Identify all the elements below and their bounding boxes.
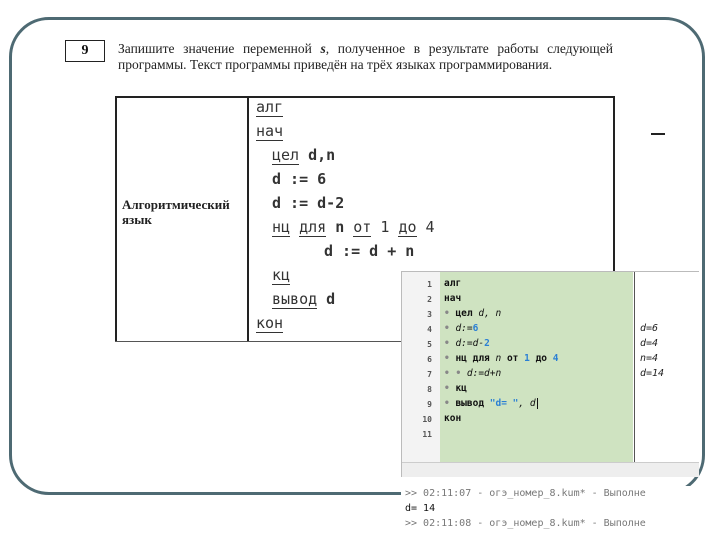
task-statement: [118, 41, 613, 73]
trace-value: d=14: [640, 368, 665, 379]
line-number: 6: [427, 355, 432, 364]
console-log-line: >> 02:11:07 - огэ_номер_8.kum* - Выполне: [405, 488, 646, 499]
console-log-line: >> 02:11:08 - огэ_номер_8.kum* - Выполне: [405, 518, 646, 529]
console-output-line: d= 14: [405, 503, 436, 514]
algo-line-1: алг: [256, 98, 284, 116]
code-line-6: • нц для n от 1 до 4: [444, 353, 559, 364]
line-number: 8: [427, 385, 432, 394]
code-line-4: • d:=6: [444, 323, 479, 334]
ide-screenshot: [401, 271, 699, 477]
algo-line-5: d := d-2: [272, 194, 345, 212]
trace-value: n=4: [640, 353, 659, 364]
code-line-9: • вывод "d= ", d: [444, 398, 536, 409]
line-number: 7: [427, 370, 432, 379]
algo-line-6: нц для n от 1 до 4: [272, 218, 435, 236]
table-left-border: [115, 98, 117, 341]
algo-line-8: кц: [272, 266, 291, 284]
dash-mark: [651, 133, 665, 135]
table-divider: [247, 98, 249, 341]
task-number: 9: [65, 40, 105, 62]
code-line-10: кон: [444, 413, 462, 424]
line-number: 9: [427, 400, 432, 409]
algo-line-7: d := d + n: [324, 242, 415, 260]
output-console: [401, 486, 701, 540]
panel-splitter[interactable]: [402, 462, 699, 477]
line-number: 5: [427, 340, 432, 349]
language-label: Алгоритмический язык: [122, 197, 230, 227]
line-number: 3: [427, 310, 432, 319]
code-line-3: • цел d, n: [444, 308, 502, 319]
line-number: 10: [422, 415, 432, 424]
code-editor[interactable]: [440, 272, 633, 462]
code-line-2: нач: [444, 293, 462, 304]
code-line-5: • d:=d-2: [444, 338, 490, 349]
algo-line-10: кон: [256, 314, 284, 332]
line-number: 4: [427, 325, 432, 334]
algo-line-3: цел d,n: [272, 146, 336, 164]
task-variable: s: [320, 41, 326, 56]
code-line-1: алг: [444, 278, 462, 289]
trace-value: d=6: [640, 323, 659, 334]
task-text-after: , полученное в результате работы следующей программы. Текст программы приведён на трёх языках программирования.: [118, 41, 614, 72]
line-number-gutter: [402, 272, 441, 462]
algo-line-4: d := 6: [272, 170, 327, 188]
code-line-7: • • d:=d+n: [444, 368, 502, 379]
algo-line-9: вывод d: [272, 290, 336, 308]
algo-line-2: нач: [256, 122, 284, 140]
trace-margin: [634, 272, 700, 462]
line-number: 11: [422, 430, 432, 439]
task-text-before: Запишите значение переменной: [118, 41, 321, 56]
line-number: 1: [427, 280, 432, 289]
line-number: 2: [427, 295, 432, 304]
trace-value: d=4: [640, 338, 659, 349]
code-line-8: • кц: [444, 383, 467, 394]
